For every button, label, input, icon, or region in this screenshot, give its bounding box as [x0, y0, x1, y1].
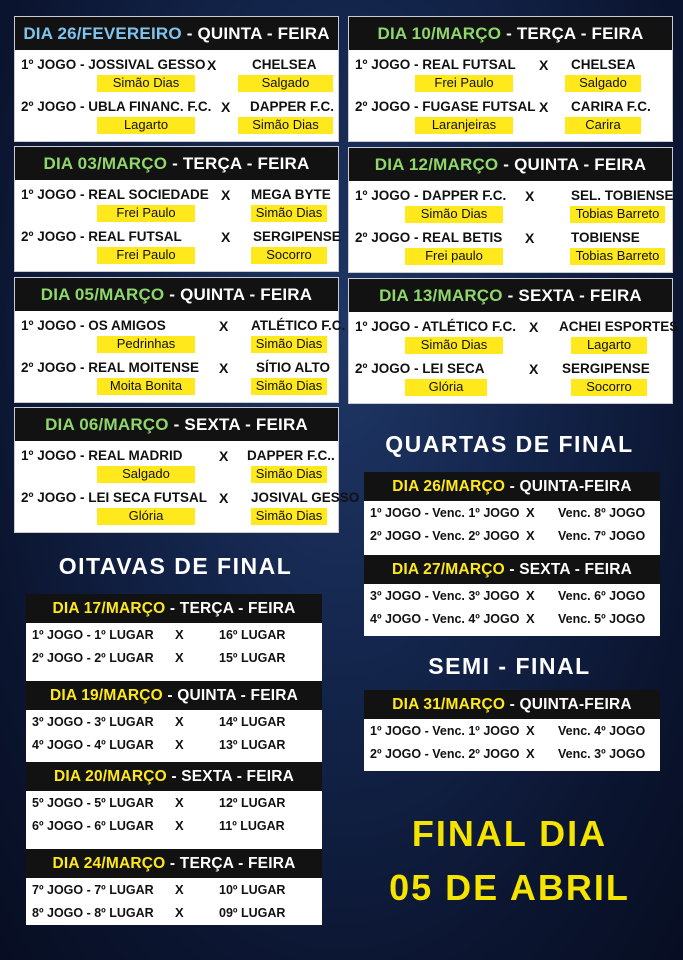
home-venue: Glória [405, 379, 487, 396]
away-team: 11º LUGAR [219, 819, 285, 833]
game-row [364, 501, 660, 524]
group-card-1 [14, 16, 339, 142]
round-of-16-title: OITAVAS DE FINAL [58, 553, 293, 579]
game-row [364, 719, 660, 742]
away-team: Venc. 8º JOGO [558, 506, 646, 520]
day-weekday: - SEXTA - FEIRA [502, 286, 642, 305]
day-date: DIA 19/MARÇO [49, 687, 163, 704]
game-label: 2º JOGO - Venc. 2º JOGO [370, 529, 520, 543]
day-weekday: - QUINTA-FEIRA [505, 696, 632, 713]
game-label: 3º JOGO - 3º LUGAR [32, 715, 154, 729]
game-label: 1º JOGO - ATLÉTICO F.C. [355, 319, 516, 334]
away-team: Venc. 4º JOGO [558, 724, 646, 738]
game-row [15, 488, 360, 530]
home-venue: Glória [97, 508, 195, 525]
versus-mark: X [175, 650, 184, 665]
group-card-4 [14, 407, 360, 533]
day-weekday: - QUINTA - FEIRA [498, 155, 647, 174]
away-team: Venc. 7º JOGO [558, 529, 646, 543]
away-team: CARIRA F.C. [571, 99, 651, 114]
day-date: DIA 05/MARÇO [40, 285, 165, 304]
game-row [26, 901, 322, 924]
home-venue: Moita Bonita [97, 378, 195, 395]
away-team: 10º LUGAR [219, 883, 286, 897]
home-venue: Simão Dias [405, 337, 503, 354]
day-date: DIA 27/MARÇO [391, 561, 505, 578]
game-label: 1º JOGO - DAPPER F.C. [355, 188, 507, 203]
game-row [15, 185, 338, 227]
game-row [26, 646, 322, 669]
home-venue: Frei Paulo [415, 75, 513, 92]
away-team: 14º LUGAR [219, 715, 286, 729]
day-weekday: - TERÇA - FEIRA [167, 154, 310, 173]
away-venue: Tobias Barreto [570, 248, 665, 265]
home-venue: Lagarto [97, 117, 195, 134]
day-weekday: - QUINTA-FEIRA [505, 478, 632, 495]
versus-mark: X [219, 490, 229, 506]
away-team: ATLÉTICO F.C. [251, 318, 346, 333]
versus-mark: X [219, 448, 229, 464]
game-row [349, 359, 672, 401]
day-date: DIA 26/MARÇO [392, 478, 506, 495]
home-venue: Frei Paulo [97, 247, 195, 264]
away-venue: Simão Dias [251, 466, 327, 483]
day-date: DIA 26/FEVEREIRO [23, 24, 182, 43]
day-header [15, 278, 338, 311]
game-row [26, 733, 322, 756]
away-team: TOBIENSE [571, 230, 640, 245]
day-date: DIA 03/MARÇO [43, 154, 168, 173]
game-label: 1º JOGO - Venc. 1º JOGO [370, 724, 520, 738]
day-date: DIA 31/MARÇO [392, 696, 506, 713]
game-label: 2º JOGO - UBLA FINANC. F.C. [21, 99, 212, 114]
home-venue: Simão Dias [405, 206, 503, 223]
day-date: DIA 24/MARÇO [52, 855, 166, 872]
game-label: 2º JOGO - REAL FUTSAL [21, 229, 182, 244]
game-row [15, 316, 346, 358]
day-header [364, 472, 660, 501]
game-row [364, 524, 660, 547]
day-date: DIA 06/MARÇO [45, 415, 169, 434]
game-label: 2º JOGO - REAL BETIS [355, 230, 503, 245]
away-venue: Salgado [238, 75, 333, 92]
day-weekday: - SEXTA - FEIRA [166, 768, 295, 785]
game-row [26, 814, 322, 837]
day-weekday: - QUINTA - FEIRA [162, 687, 299, 704]
day-weekday: - TERÇA - FEIRA [165, 855, 296, 872]
versus-mark: X [526, 723, 535, 738]
versus-mark: X [219, 318, 229, 334]
game-label: 2º JOGO - FUGASE FUTSAL [355, 99, 536, 114]
versus-mark: X [526, 588, 535, 603]
game-row [349, 55, 672, 97]
away-team: 15º LUGAR [219, 651, 286, 665]
game-label: 6º JOGO - 6º LUGAR [32, 819, 154, 833]
home-venue: Simão Dias [97, 75, 195, 92]
versus-mark: X [526, 528, 535, 543]
day-weekday: - QUINTA - FEIRA [181, 24, 330, 43]
versus-mark: X [175, 737, 184, 752]
away-venue: Carira [565, 117, 641, 134]
versus-mark: X [525, 230, 535, 246]
versus-mark: X [207, 57, 217, 73]
game-row [15, 227, 341, 269]
game-row [349, 228, 672, 270]
versus-mark: X [529, 361, 539, 377]
game-label: 1º JOGO - 1º LUGAR [32, 628, 154, 642]
day-header [26, 849, 322, 878]
game-row [349, 317, 679, 359]
day-header [349, 279, 672, 312]
game-row [26, 791, 322, 814]
game-label: 1º JOGO - REAL FUTSAL [355, 57, 516, 72]
versus-mark: X [175, 905, 184, 920]
home-venue: Laranjeiras [415, 117, 513, 134]
game-row [349, 97, 672, 139]
away-team: 09º LUGAR [219, 906, 286, 920]
home-venue: Pedrinhas [97, 336, 195, 353]
versus-mark: X [525, 188, 535, 204]
versus-mark: X [539, 99, 549, 115]
away-team: Venc. 6º JOGO [558, 589, 646, 603]
away-team: 16º LUGAR [219, 628, 286, 642]
game-label: 2º JOGO - Venc. 2º JOGO [370, 747, 520, 761]
home-venue: Frei Paulo [97, 205, 195, 222]
day-date: DIA 10/MARÇO [377, 24, 502, 43]
away-team: DAPPER F.C.. [247, 448, 335, 463]
home-venue: Salgado [97, 466, 195, 483]
game-label: 4º JOGO - Venc. 4º JOGO [370, 612, 520, 626]
away-team: SÍTIO ALTO [256, 360, 330, 375]
game-label: 1º JOGO - REAL SOCIEDADE [21, 187, 209, 202]
day-weekday: - TERÇA - FEIRA [165, 600, 296, 617]
final-date-line-2: 05 DE ABRIL [389, 867, 630, 908]
away-team: CHELSEA [252, 57, 317, 72]
game-row [364, 742, 660, 765]
game-label: 2º JOGO - 2º LUGAR [32, 651, 154, 665]
away-team: MEGA BYTE [251, 187, 331, 202]
game-row [26, 878, 322, 901]
day-header [349, 148, 672, 181]
group-card-6 [348, 147, 673, 273]
day-weekday: - QUINTA - FEIRA [164, 285, 313, 304]
away-venue: Lagarto [571, 337, 647, 354]
game-label: 3º JOGO - Venc. 3º JOGO [370, 589, 520, 603]
day-date: DIA 12/MARÇO [374, 155, 499, 174]
away-venue: Simão Dias [251, 336, 327, 353]
versus-mark: X [221, 229, 231, 245]
game-row [349, 186, 672, 228]
day-header [15, 147, 338, 180]
game-row [15, 358, 338, 400]
away-venue: Tobias Barreto [570, 206, 665, 223]
game-label: 1º JOGO - Venc. 1º JOGO [370, 506, 520, 520]
versus-mark: X [175, 818, 184, 833]
away-team: SEL. TOBIENSE [571, 188, 674, 203]
versus-mark: X [175, 714, 184, 729]
day-date: DIA 20/MARÇO [53, 768, 167, 785]
day-weekday: - SEXTA - FEIRA [168, 415, 308, 434]
group-card-3 [14, 277, 346, 403]
versus-mark: X [526, 505, 535, 520]
away-team: Venc. 3º JOGO [558, 747, 646, 761]
group-card-5 [348, 16, 673, 142]
versus-mark: X [221, 187, 231, 203]
group-card-2 [14, 146, 339, 272]
away-venue: Simão Dias [238, 117, 333, 134]
game-row [15, 446, 338, 488]
game-label: 2º JOGO - REAL MOITENSE [21, 360, 199, 375]
game-label: 8º JOGO - 8º LUGAR [32, 906, 154, 920]
day-header [26, 681, 322, 710]
away-team: JOSIVAL GESSO [251, 490, 360, 505]
away-team: 12º LUGAR [219, 796, 286, 810]
away-venue: Socorro [251, 247, 327, 264]
versus-mark: X [219, 360, 229, 376]
game-row [364, 584, 660, 607]
versus-mark: X [175, 882, 184, 897]
versus-mark: X [526, 746, 535, 761]
semifinal-card [364, 690, 660, 771]
semifinal-title: SEMI - FINAL [428, 653, 591, 679]
versus-mark: X [526, 611, 535, 626]
away-team: 13º LUGAR [219, 738, 286, 752]
away-team: ACHEI ESPORTES [559, 319, 679, 334]
day-header [26, 594, 322, 623]
group-card-7 [348, 278, 679, 404]
day-weekday: - SEXTA - FEIRA [504, 561, 633, 578]
quarterfinal-card [364, 472, 660, 636]
versus-mark: X [175, 627, 184, 642]
day-date: DIA 17/MARÇO [52, 600, 166, 617]
away-team: Venc. 5º JOGO [558, 612, 646, 626]
away-venue: Simão Dias [251, 378, 327, 395]
game-row [15, 55, 338, 97]
day-date: DIA 13/MARÇO [379, 286, 503, 305]
away-team: CHELSEA [571, 57, 636, 72]
day-header [349, 17, 672, 50]
game-row [26, 710, 322, 733]
game-label: 2º JOGO - LEI SECA [355, 361, 485, 376]
game-label: 5º JOGO - 5º LUGAR [32, 796, 154, 810]
away-venue: Simão Dias [251, 508, 327, 525]
day-weekday: - TERÇA - FEIRA [501, 24, 644, 43]
game-label: 1º JOGO - OS AMIGOS [21, 318, 166, 333]
away-team: SERGIPENSE [562, 361, 650, 376]
final-date-line-1: FINAL DIA [411, 813, 608, 854]
away-team: DAPPER F.C. [250, 99, 335, 114]
home-venue: Frei paulo [405, 248, 503, 265]
versus-mark: X [539, 57, 549, 73]
day-header [364, 555, 660, 584]
day-header [26, 762, 322, 791]
game-label: 2º JOGO - LEI SECA FUTSAL [21, 490, 207, 505]
away-venue: Simão Dias [251, 205, 327, 222]
versus-mark: X [529, 319, 539, 335]
game-label: 1º JOGO - JOSSIVAL GESSO [21, 57, 206, 72]
day-header [364, 690, 660, 719]
day-header [15, 408, 338, 441]
game-label: 7º JOGO - 7º LUGAR [32, 883, 154, 897]
game-label: 4º JOGO - 4º LUGAR [32, 738, 154, 752]
versus-mark: X [175, 795, 184, 810]
away-venue: Socorro [571, 379, 647, 396]
game-label: 1º JOGO - REAL MADRID [21, 448, 183, 463]
game-row [26, 623, 322, 646]
versus-mark: X [221, 99, 231, 115]
game-row [15, 97, 338, 139]
round-of-16-card [26, 594, 322, 925]
game-row [364, 607, 660, 630]
away-venue: Salgado [565, 75, 641, 92]
away-team: SERGIPENSE [253, 229, 341, 244]
day-header [15, 17, 338, 50]
quarterfinal-title: QUARTAS DE FINAL [385, 431, 634, 457]
